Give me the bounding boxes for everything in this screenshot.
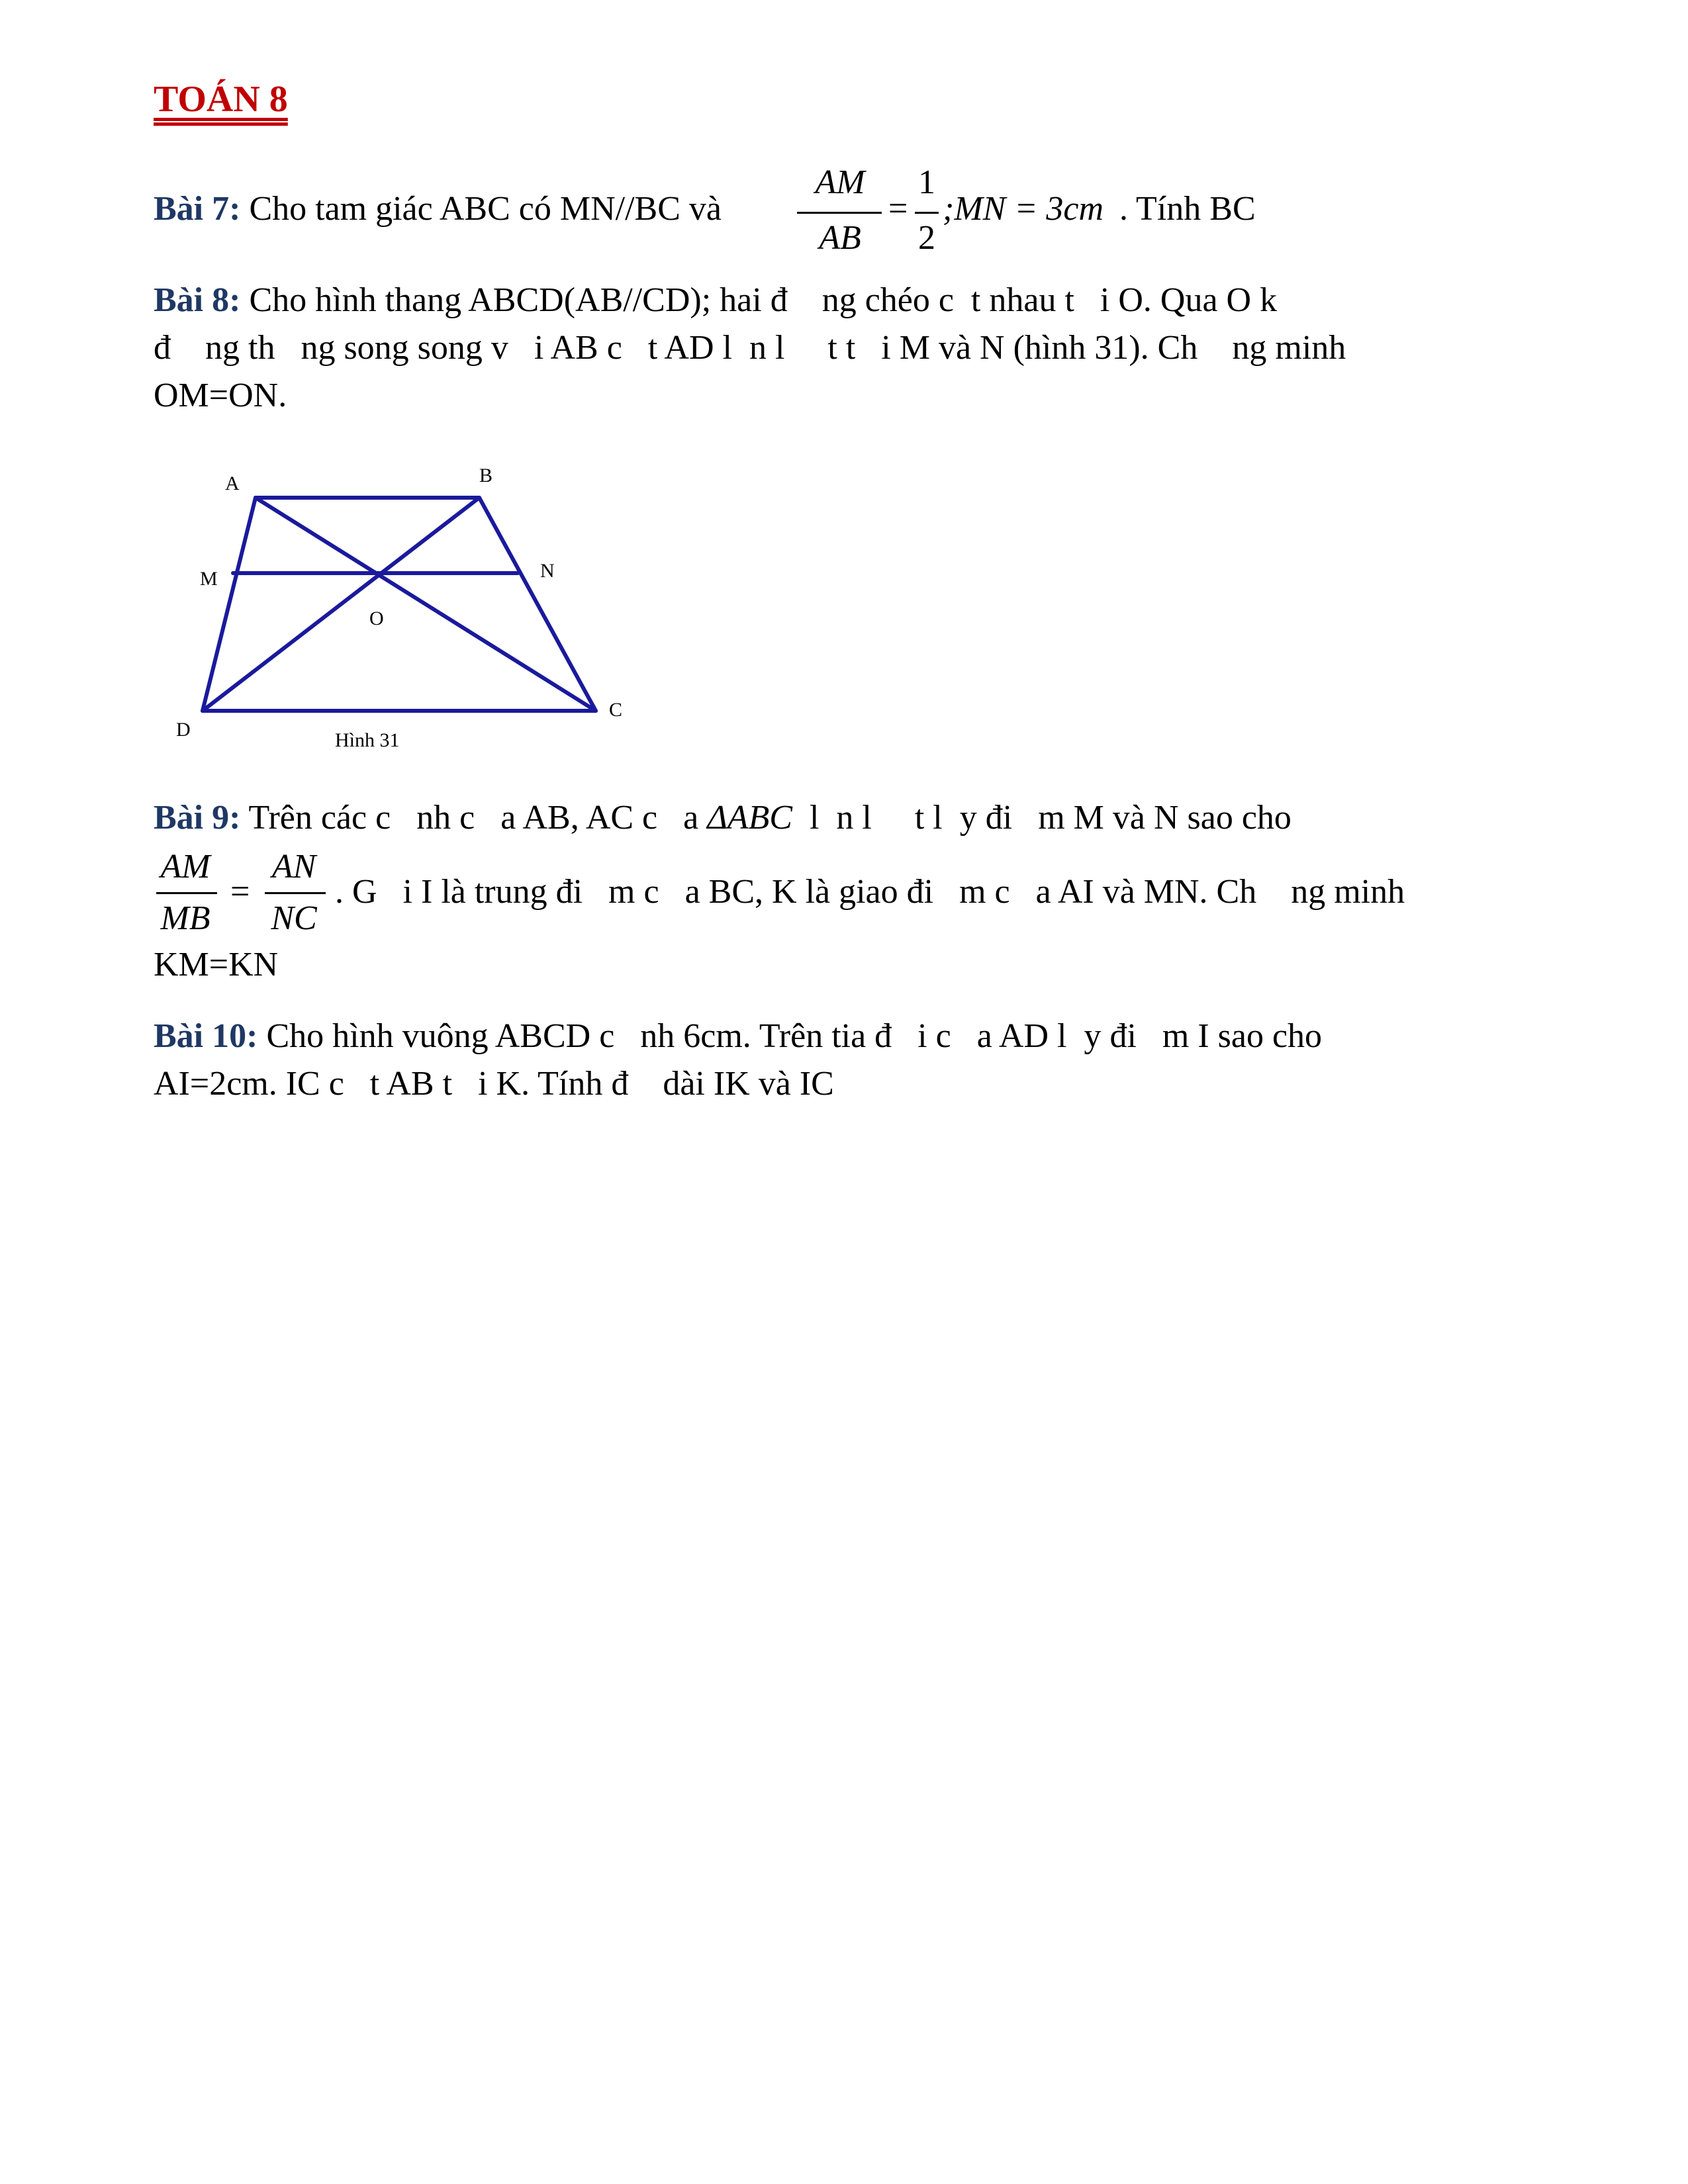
exercise-10-text-1: Cho hình vuông ABCD c nh 6cm. Trên tia đ i c a AD l y đi m I sao cho <box>258 1017 1323 1055</box>
label-a: A <box>225 473 240 494</box>
exercise-10-line-1 <box>154 1013 1322 1060</box>
fraction-numerator: AN <box>271 848 316 886</box>
label-m: M <box>200 568 218 590</box>
fraction-am-mb-den <box>154 895 217 942</box>
diagonal-bd <box>203 498 479 711</box>
exercise-9-line-2: . G i I là trung đi m c a BC, K là giao đi m c a AI và MN. Ch ng minh <box>335 873 1405 911</box>
label-b: B <box>479 465 493 486</box>
fraction-an-nc-den <box>262 895 326 942</box>
triangle-abc: ΔABC <box>707 799 792 837</box>
label-c: C <box>609 699 623 721</box>
fraction-bar <box>265 892 326 894</box>
exercise-10-label: Bài 10: <box>154 1017 258 1055</box>
fraction-denominator: MB <box>160 899 211 937</box>
exercise-7-tail: . Tính BC <box>1111 190 1256 228</box>
equals-sign: = <box>230 873 250 911</box>
exercise-9-text-1: Trên các c nh c a AB, AC c a <box>240 799 708 837</box>
equals-sign: = <box>888 190 908 228</box>
fraction-bar <box>156 892 217 894</box>
page-title: TOÁN 8 <box>154 79 288 120</box>
exercise-7-text: Cho tam giác ABC có MN//BC và <box>240 190 730 228</box>
fraction-denominator: AB <box>819 219 861 257</box>
edge-da <box>203 498 256 711</box>
mn-value: ;MN = 3cm <box>943 190 1104 228</box>
exercise-9-label: Bài 9: <box>154 799 241 837</box>
fraction-denominator: NC <box>271 899 317 937</box>
fraction-numerator: AM <box>815 163 865 201</box>
exercise-10-line-2: AI=2cm. IC c t AB t i K. Tính đ dài IK và IC <box>154 1065 834 1103</box>
exercise-7-label: Bài 7: <box>154 190 241 228</box>
label-d: D <box>176 719 191 741</box>
exercise-8-line-2: đ ng th ng song song v i AB c t AD l n l t t i M và N (hình 31). Ch ng minh <box>154 329 1346 367</box>
fraction-numerator: AM <box>160 848 211 886</box>
fraction-am-mb <box>154 843 217 891</box>
exercise-9-line-3: KM=KN <box>154 946 279 983</box>
edge-bc <box>479 498 596 711</box>
exercise-8-text-1: Cho hình thang ABCD(AB//CD); hai đ ng chéo c t nhau t i O. Qua O k <box>240 281 1278 319</box>
figure-caption: Hình 31 <box>335 729 400 751</box>
exercise-8-label: Bài 8: <box>154 281 241 319</box>
exercise-10 <box>154 1013 1544 1118</box>
exercise-9-text-1b: l n l t l y đi m M và N sao cho <box>792 799 1291 837</box>
diagonal-ac <box>256 498 596 711</box>
label-o: O <box>369 608 384 629</box>
fraction-an-nc <box>262 843 326 891</box>
figure-trapezoid <box>0 0 1688 794</box>
exercise-9-line-1 <box>154 794 1291 842</box>
label-n: N <box>540 560 555 582</box>
exercise-9 <box>154 794 1544 993</box>
fraction-denominator: 2 <box>918 219 935 257</box>
fraction-numerator: 1 <box>918 163 935 201</box>
exercise-8-line-3: OM=ON. <box>154 377 287 414</box>
